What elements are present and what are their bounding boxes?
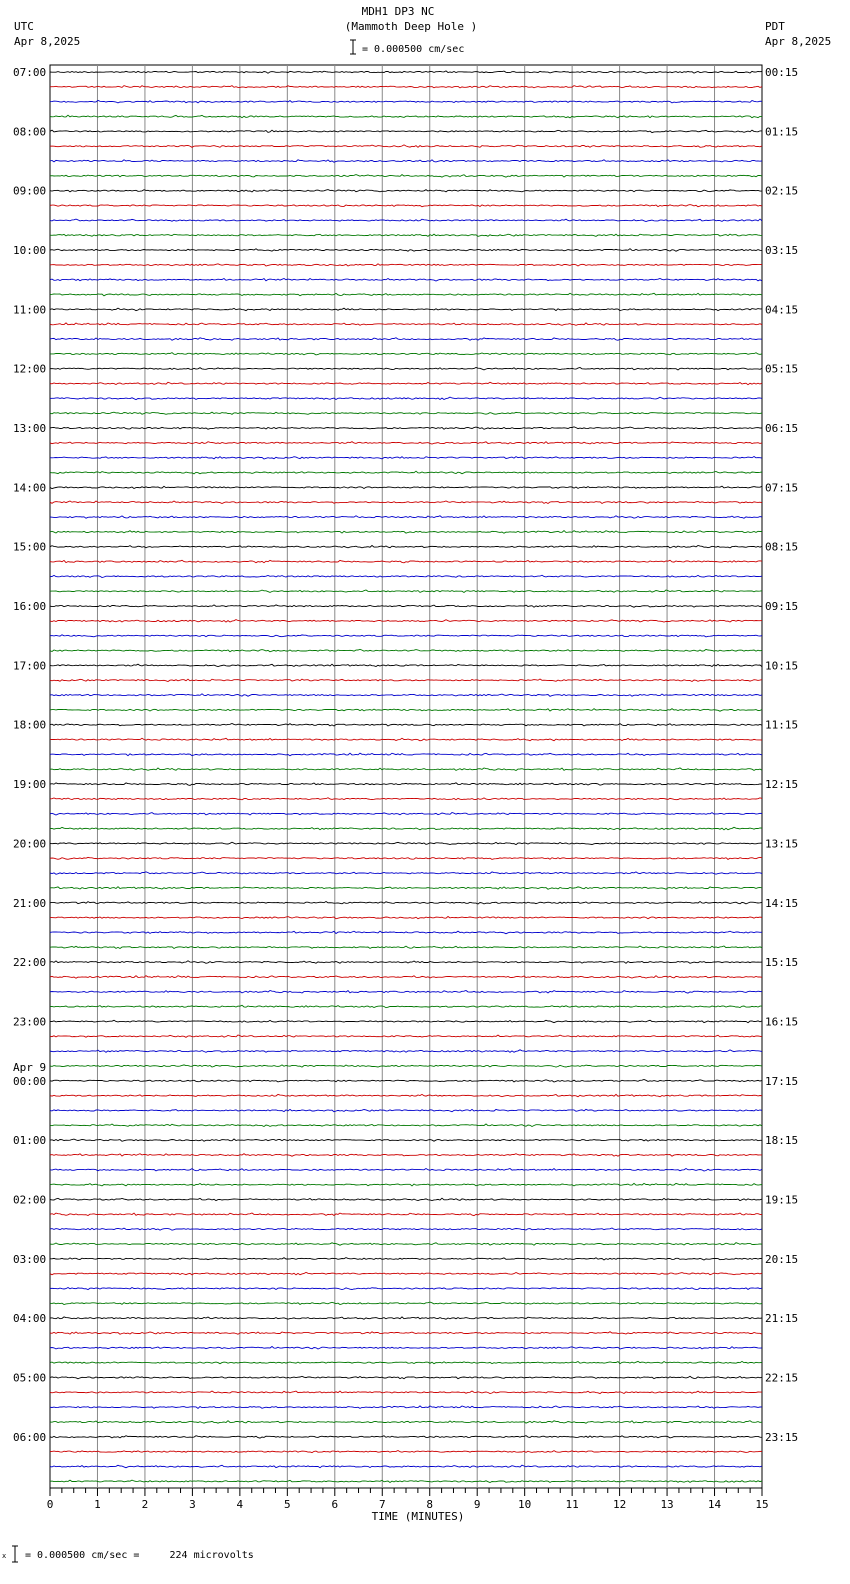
pdt-hour-label: 02:15 <box>765 184 799 198</box>
trace-line <box>50 1183 762 1186</box>
pdt-hour-label: 17:15 <box>765 1074 799 1088</box>
utc-hour-label: 00:00 <box>13 1074 47 1088</box>
trace-line <box>50 1451 762 1453</box>
right-timezone: PDT <box>765 20 785 33</box>
trace-line <box>50 872 762 875</box>
x-tick-label: 15 <box>755 1498 769 1511</box>
trace-line <box>50 1139 762 1141</box>
utc-hour-label: 23:00 <box>13 1015 47 1029</box>
trace-line <box>50 1465 762 1468</box>
trace-line <box>50 1050 762 1053</box>
trace-line <box>50 279 762 282</box>
utc-hour-label: 15:00 <box>13 540 47 554</box>
trace-line <box>50 145 762 147</box>
pdt-hour-label: 07:15 <box>765 481 799 495</box>
trace-line <box>50 427 762 430</box>
trace-line <box>50 115 762 118</box>
pdt-hour-label: 16:15 <box>765 1015 799 1029</box>
utc-hour-label: 22:00 <box>13 956 47 970</box>
trace-line <box>50 902 762 905</box>
trace-line <box>50 1406 762 1409</box>
trace-line <box>50 635 762 637</box>
trace-line <box>50 160 762 162</box>
x-tick-label: 6 <box>331 1498 339 1511</box>
trace-line <box>50 560 762 563</box>
trace-line <box>50 946 762 949</box>
utc-hour-label: 07:00 <box>13 66 47 79</box>
trace-line <box>50 368 762 371</box>
utc-hour-label: 13:00 <box>13 422 47 436</box>
trace-line <box>50 1080 762 1083</box>
trace-line <box>50 219 762 221</box>
x-tick-label: 0 <box>46 1498 54 1511</box>
trace-line <box>50 1302 762 1304</box>
x-tick-label: 5 <box>284 1498 291 1511</box>
pdt-hour-label: 08:15 <box>765 540 799 554</box>
utc-hour-label: 17:00 <box>13 659 47 673</box>
pdt-hour-label: 18:15 <box>765 1134 799 1148</box>
trace-line <box>50 1243 762 1246</box>
trace-line <box>50 1154 762 1157</box>
trace-line <box>50 249 762 252</box>
trace-line <box>50 501 762 504</box>
trace-line <box>50 753 762 756</box>
trace-line <box>50 412 762 414</box>
utc-hour-label: 12:00 <box>13 362 47 376</box>
trace-line <box>50 1005 762 1007</box>
trace-line <box>50 353 762 355</box>
trace-line <box>50 738 762 741</box>
utc-hour-label: 16:00 <box>13 600 47 614</box>
pdt-hour-label: 23:15 <box>765 1430 799 1444</box>
trace-line <box>50 130 762 132</box>
x-tick-label: 9 <box>473 1498 481 1511</box>
left-date: Apr 8,2025 <box>14 35 81 48</box>
station-location: (Mammoth Deep Hole ) <box>344 20 478 33</box>
pdt-hour-label: 19:15 <box>765 1193 799 1207</box>
pdt-hour-label: 15:15 <box>765 956 799 970</box>
x-tick-label: 11 <box>565 1498 579 1511</box>
trace-line <box>50 783 762 786</box>
trace-line <box>50 976 762 979</box>
pdt-hour-label: 10:15 <box>765 659 799 673</box>
trace-line <box>50 724 762 727</box>
trace-line <box>50 620 762 623</box>
trace-line <box>50 190 762 192</box>
trace-line <box>50 887 762 890</box>
x-tick-label: 14 <box>707 1498 722 1511</box>
x-tick-label: 1 <box>94 1498 101 1511</box>
trace-line <box>50 664 762 667</box>
pdt-hour-label: 05:15 <box>765 362 799 376</box>
utc-hour-label: 08:00 <box>13 125 47 139</box>
trace-line <box>50 1288 762 1290</box>
x-axis-label: TIME (MINUTES) <box>371 1510 465 1523</box>
trace-line <box>50 71 762 73</box>
trace-line <box>50 709 762 712</box>
trace-line <box>50 1361 762 1363</box>
trace-line <box>50 1198 762 1200</box>
trace-line <box>50 1109 762 1111</box>
left-timezone: UTC <box>14 20 34 33</box>
trace-line <box>50 516 762 519</box>
utc-hour-label: 11:00 <box>13 303 47 317</box>
trace-line <box>50 857 762 859</box>
trace-line <box>50 1169 762 1172</box>
trace-line <box>50 382 762 384</box>
trace-line <box>50 397 762 400</box>
utc-hour-label: 01:00 <box>13 1134 47 1148</box>
trace-line <box>50 308 762 311</box>
x-tick-label: 4 <box>236 1498 244 1511</box>
trace-line <box>50 471 762 474</box>
utc-hour-label: 04:00 <box>13 1312 47 1326</box>
trace-line <box>50 1391 762 1394</box>
trace-line <box>50 234 762 236</box>
trace-line <box>50 293 762 296</box>
trace-line <box>50 768 762 771</box>
trace-line <box>50 338 762 341</box>
trace-line <box>50 679 762 682</box>
trace-line <box>50 813 762 816</box>
utc-hour-label: 03:00 <box>13 1252 47 1266</box>
trace-line <box>50 531 762 534</box>
utc-hour-label: 19:00 <box>13 778 47 792</box>
header-scale-text: = 0.000500 cm/sec <box>362 44 465 55</box>
pdt-hour-label: 06:15 <box>765 422 799 436</box>
trace-line <box>50 575 762 577</box>
trace-line <box>50 100 762 103</box>
trace-line <box>50 442 762 444</box>
trace-line <box>50 86 762 88</box>
trace-line <box>50 486 762 488</box>
trace-line <box>50 1317 762 1319</box>
trace-line <box>50 205 762 207</box>
footer-scale-text: = 0.000500 cm/sec = 224 microvolts <box>25 1550 254 1561</box>
trace-line <box>50 590 762 593</box>
date-change-label: Apr 9 <box>13 1060 47 1074</box>
trace-line <box>50 1094 762 1096</box>
pdt-hour-label: 00:15 <box>765 66 799 79</box>
trace-line <box>50 323 762 325</box>
trace-line <box>50 1035 762 1037</box>
trace-line <box>50 798 762 800</box>
pdt-hour-label: 09:15 <box>765 600 799 614</box>
trace-line <box>50 1332 762 1335</box>
trace-line <box>50 175 762 178</box>
utc-hour-label: 18:00 <box>13 718 47 732</box>
station-title: MDH1 DP3 NC <box>361 5 435 18</box>
x-tick-label: 3 <box>189 1498 196 1511</box>
pdt-hour-label: 03:15 <box>765 244 799 258</box>
x-tick-label: 2 <box>141 1498 149 1511</box>
pdt-hour-label: 14:15 <box>765 896 799 910</box>
trace-line <box>50 1376 762 1379</box>
pdt-hour-label: 21:15 <box>765 1312 799 1326</box>
right-date: Apr 8,2025 <box>765 35 832 48</box>
utc-hour-label: 02:00 <box>13 1193 47 1207</box>
trace-line <box>50 827 762 830</box>
trace-line <box>50 1124 762 1127</box>
pdt-hour-label: 22:15 <box>765 1371 799 1385</box>
utc-hour-label: 20:00 <box>13 837 47 851</box>
trace-line <box>50 694 762 697</box>
utc-hour-label: 14:00 <box>13 481 47 495</box>
trace-line <box>50 649 762 652</box>
pdt-hour-label: 11:15 <box>765 718 799 732</box>
trace-line <box>50 1436 762 1439</box>
trace-line <box>50 1020 762 1022</box>
trace-line <box>50 1347 762 1350</box>
trace-line <box>50 1272 762 1274</box>
trace-line <box>50 1213 762 1216</box>
utc-hour-label: 21:00 <box>13 896 47 910</box>
x-tick-label: 8 <box>426 1498 434 1511</box>
trace-line <box>50 605 762 607</box>
trace-line <box>50 1065 762 1067</box>
utc-hour-label: 06:00 <box>13 1430 47 1444</box>
pdt-hour-label: 20:15 <box>765 1252 799 1266</box>
footer-scale-bar-icon <box>10 1545 20 1563</box>
trace-line <box>50 931 762 934</box>
x-tick-label: 7 <box>378 1498 386 1511</box>
x-tick-label: 10 <box>518 1498 532 1511</box>
trace-line <box>50 1480 762 1482</box>
trace-line <box>50 457 762 460</box>
pdt-hour-label: 12:15 <box>765 778 799 792</box>
trace-line <box>50 1421 762 1424</box>
utc-hour-label: 05:00 <box>13 1371 47 1385</box>
trace-line <box>50 842 762 844</box>
x-tick-label: 12 <box>612 1498 627 1511</box>
pdt-hour-label: 01:15 <box>765 125 799 139</box>
x-tick-label: 13 <box>660 1498 674 1511</box>
trace-line <box>50 1258 762 1260</box>
trace-line <box>50 1228 762 1230</box>
trace-line <box>50 546 762 548</box>
trace-line <box>50 961 762 964</box>
pdt-hour-label: 04:15 <box>765 303 799 317</box>
utc-hour-label: 09:00 <box>13 184 47 198</box>
trace-line <box>50 991 762 994</box>
utc-hour-label: 10:00 <box>13 244 47 258</box>
footer-corner-mark: x <box>2 1552 7 1560</box>
pdt-hour-label: 13:15 <box>765 837 799 851</box>
trace-line <box>50 264 762 266</box>
trace-line <box>50 917 762 919</box>
